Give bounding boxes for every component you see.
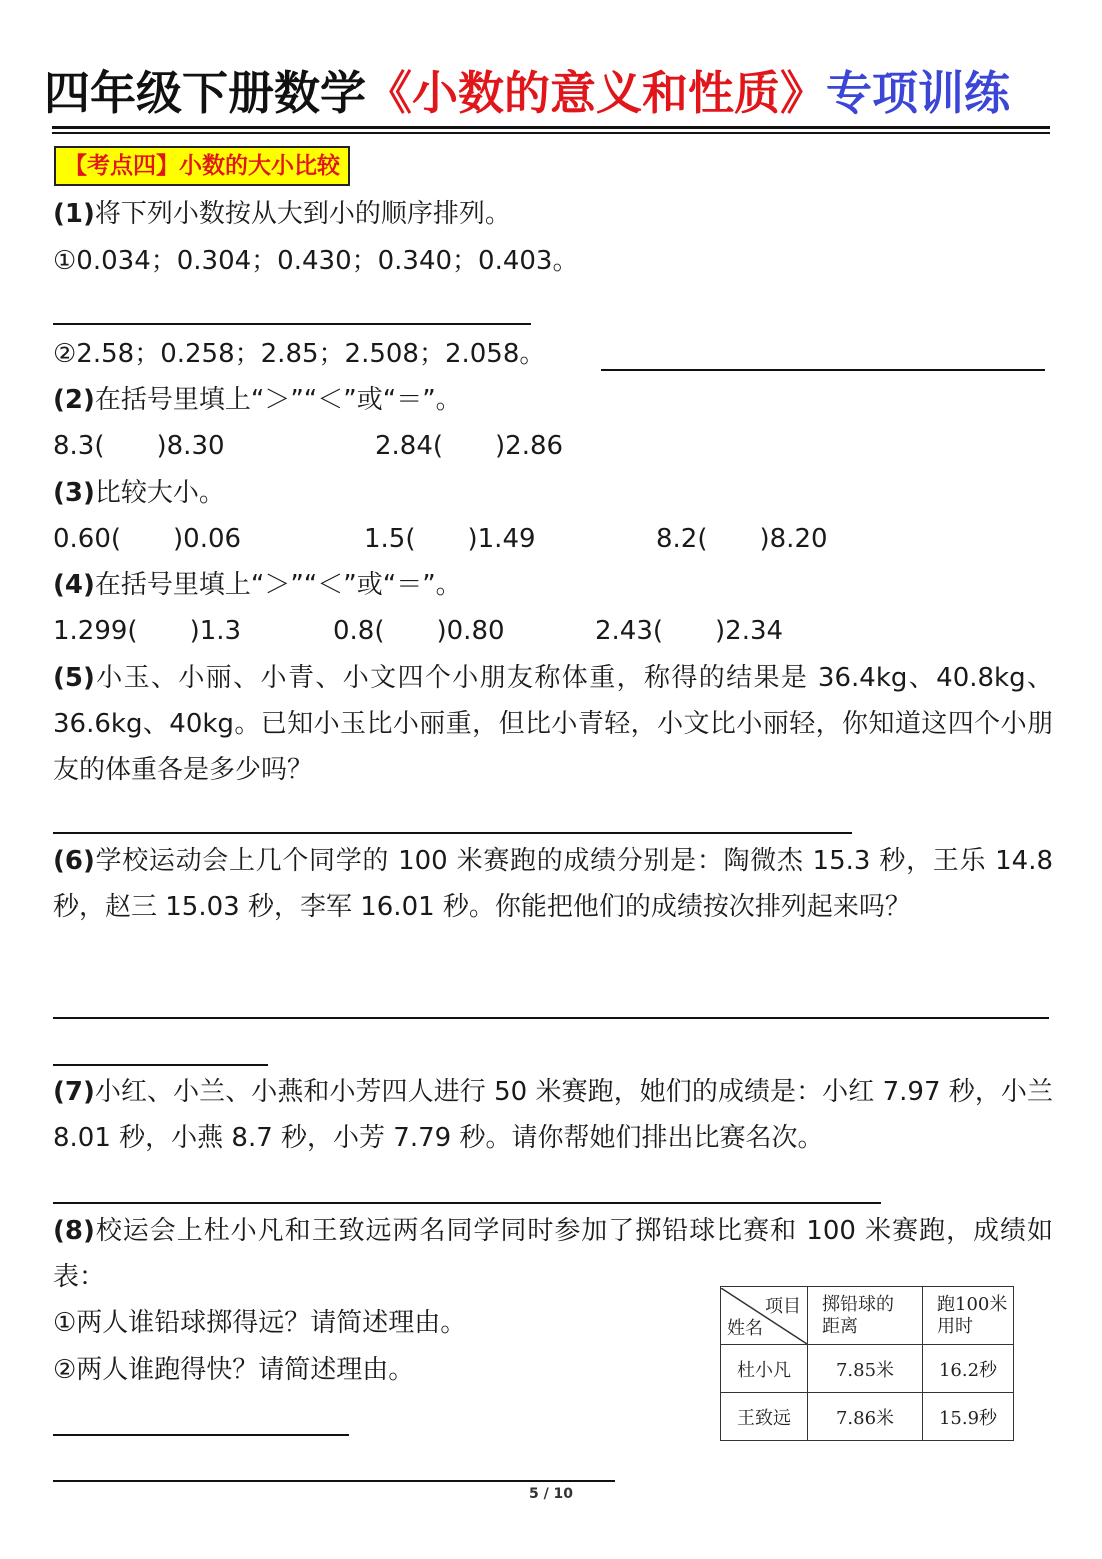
table-corner-diagonal xyxy=(721,1288,807,1344)
q4-compare-2[interactable]: 0.8( )0.80 xyxy=(333,616,505,646)
q7-answer-line[interactable] xyxy=(53,1202,881,1204)
col-header-run-line1: 跑100米 xyxy=(937,1293,1008,1315)
q2-prompt xyxy=(53,383,462,417)
q1-answer-line-1[interactable] xyxy=(53,323,531,325)
col-header-run xyxy=(923,1287,1014,1345)
q2-number: (2) xyxy=(53,385,95,415)
q2-comparisons xyxy=(53,429,563,463)
corner-label-name: 姓名 xyxy=(727,1317,763,1339)
q3-prompt xyxy=(53,476,225,510)
q6-answer-line-2[interactable] xyxy=(53,1064,268,1066)
table-row xyxy=(721,1393,1014,1441)
q3-compare-1[interactable]: 0.60( )0.06 xyxy=(53,524,242,554)
q3-text: 比较大小。 xyxy=(94,478,225,508)
q2-compare-1[interactable]: 8.3( )8.30 xyxy=(53,431,225,461)
q8-answer-line-2[interactable] xyxy=(53,1480,615,1482)
q6-text: 学校运动会上几个同学的 100 米赛跑的成绩分别是：陶微杰 15.3 秒，王乐 14.8 秒，赵三 15.03 秒，李军 16.01 秒。你能把他们的成绩按次排列起来吗？ xyxy=(53,846,1053,922)
title-rule-thick xyxy=(52,126,1050,129)
q4-number: (4) xyxy=(53,570,95,600)
row1-name: 杜小凡 xyxy=(721,1345,808,1393)
q3-number: (3) xyxy=(53,478,95,508)
q6-prompt xyxy=(53,838,1053,930)
q1-number: (1) xyxy=(53,199,95,229)
q8-answer-line-1[interactable] xyxy=(53,1434,349,1436)
q4-compare-3[interactable]: 2.43( )2.34 xyxy=(595,616,784,646)
q1-answer-line-2[interactable] xyxy=(601,369,1045,371)
q5-number: (5) xyxy=(53,663,95,693)
title-training: 专项训练 xyxy=(826,66,1010,120)
q3-comparisons xyxy=(53,522,828,556)
q5-prompt xyxy=(53,655,1053,793)
q5-answer-line[interactable] xyxy=(53,832,852,834)
table-header-row xyxy=(721,1287,1014,1345)
q8-sub2: ②两人谁跑得快？请简述理由。 xyxy=(53,1355,415,1385)
table-corner-cell xyxy=(721,1287,808,1345)
q1-item2: ②2.58；0.258；2.85；2.508；2.058。 xyxy=(53,339,546,369)
kaodian-label: 【考点四】小数的大小比较 xyxy=(54,146,350,186)
page-title xyxy=(44,62,1084,124)
score-table xyxy=(720,1286,1014,1441)
title-grade: 四年级下册数学 xyxy=(44,66,366,120)
table-row xyxy=(721,1345,1014,1393)
q4-text: 在括号里填上“＞”“＜”或“＝”。 xyxy=(94,570,462,600)
q2-compare-2[interactable]: 2.84( )2.86 xyxy=(375,431,564,461)
q7-prompt xyxy=(53,1069,1053,1161)
col-header-run-line2: 用时 xyxy=(937,1315,973,1337)
row2-name: 王致远 xyxy=(721,1393,808,1441)
q4-compare-1[interactable]: 1.299( )1.3 xyxy=(53,616,242,646)
row2-shot: 7.86米 xyxy=(808,1393,923,1441)
col-header-shot xyxy=(808,1287,923,1345)
q7-text: 小红、小兰、小燕和小芳四人进行 50 米赛跑，她们的成绩是：小红 7.97 秒，小兰 8.01 秒，小燕 8.7 秒，小芳 7.79 秒。请你帮她们排出比赛名次。 xyxy=(53,1077,1053,1153)
corner-label-item: 项目 xyxy=(765,1295,801,1317)
col-header-shot-line1: 掷铅球的 xyxy=(822,1293,894,1315)
row1-shot: 7.85米 xyxy=(808,1345,923,1393)
q6-number: (6) xyxy=(53,846,95,876)
title-rule-thin xyxy=(52,132,1050,134)
row1-run: 16.2秒 xyxy=(923,1345,1014,1393)
q1-text: 将下列小数按从大到小的顺序排列。 xyxy=(94,199,511,229)
q8-text: 校运会上杜小凡和王致远两名同学同时参加了掷铅球比赛和 100 米赛跑，成绩如表： xyxy=(53,1216,1053,1292)
col-header-shot-line2: 距离 xyxy=(822,1315,858,1337)
q4-comparisons xyxy=(53,614,783,648)
q1-prompt xyxy=(53,197,511,231)
q6-answer-line-1[interactable] xyxy=(53,1017,1049,1019)
q5-text: 小玉、小丽、小青、小文四个小朋友称体重，称得的结果是 36.4kg、40.8kg、36.6kg、40kg。已知小玉比小丽重，但比小青轻，小文比小丽轻，你知道这四个小朋友的体重各是多少吗？ xyxy=(53,663,1053,785)
title-topic: 《小数的意义和性质》 xyxy=(366,66,826,120)
q4-prompt xyxy=(53,568,462,602)
q2-text: 在括号里填上“＞”“＜”或“＝”。 xyxy=(94,385,462,415)
row2-run: 15.9秒 xyxy=(923,1393,1014,1441)
q3-compare-3[interactable]: 8.2( )8.20 xyxy=(656,524,828,554)
q8-number: (8) xyxy=(53,1216,95,1246)
q3-compare-2[interactable]: 1.5( )1.49 xyxy=(364,524,536,554)
q8-sub1: ①两人谁铅球掷得远？请简述理由。 xyxy=(53,1308,467,1338)
q1-item1: ①0.034；0.304；0.430；0.340；0.403。 xyxy=(53,246,579,276)
page-number: 5 / 10 xyxy=(528,1486,574,1502)
q7-number: (7) xyxy=(53,1077,95,1107)
